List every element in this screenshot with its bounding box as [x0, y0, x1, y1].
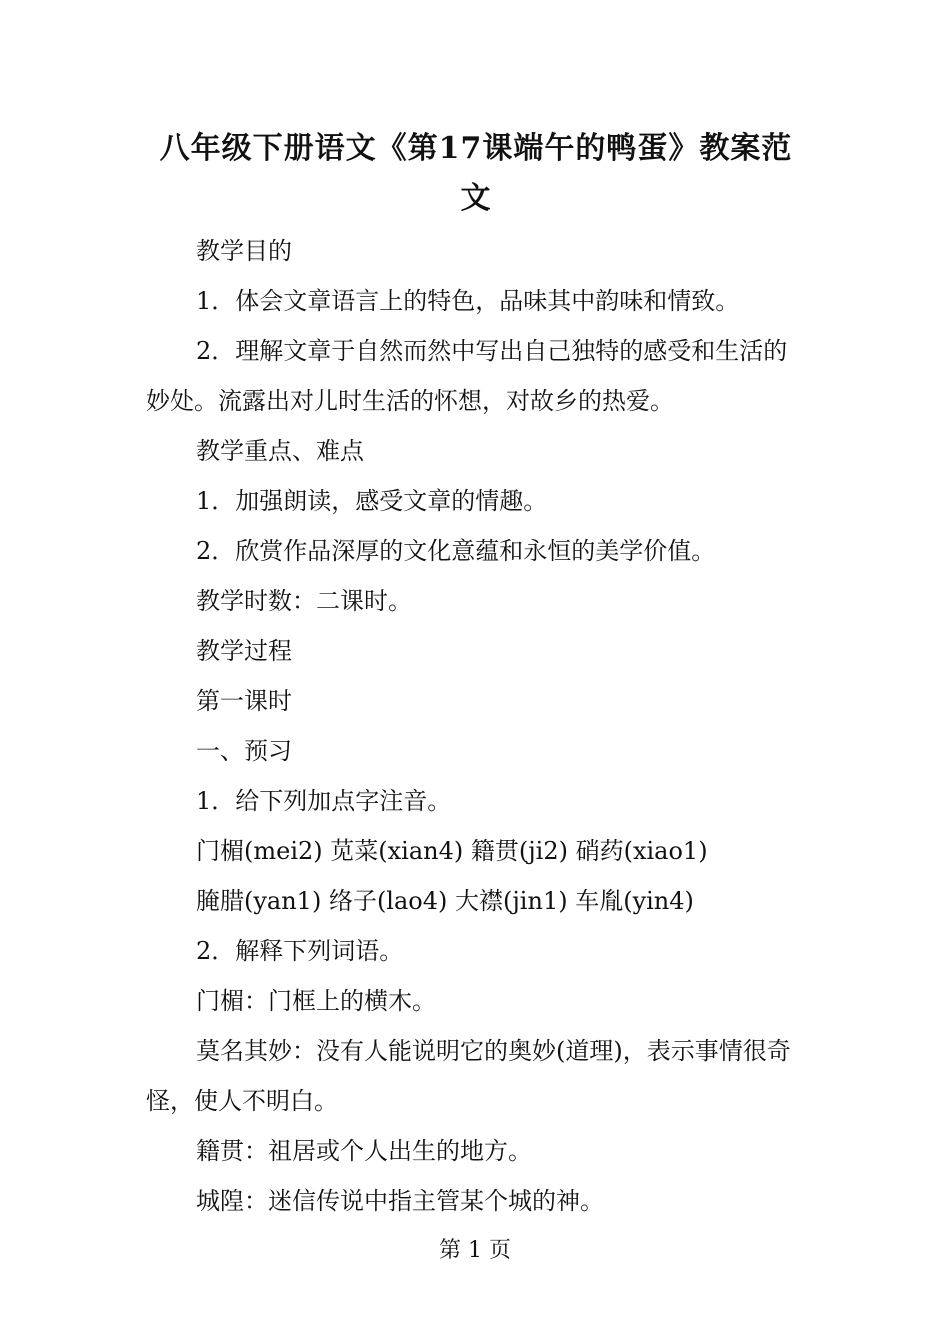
title-line-2: 文 [460, 181, 492, 216]
definition-mominqimiao: 莫名其妙：没有人能说明它的奥妙(道理)，表示事情很奇怪，使人不明白。 [146, 1037, 791, 1115]
pinyin-line-2: 腌腊(yan1) 络子(lao4) 大襟(jin1) 车胤(yin4) [196, 887, 694, 915]
preview-task-1: 1．给下列加点字注音。 [196, 787, 452, 815]
heading-teaching-process: 教学过程 [196, 637, 292, 665]
heading-key-points: 教学重点、难点 [196, 437, 364, 465]
document-title [146, 124, 806, 224]
page-number-footer: 第 1 页 [439, 1238, 511, 1263]
definition-chenghuang: 城隍：迷信传说中指主管某个城的神。 [196, 1187, 604, 1215]
key-point-1: 1．加强朗读，感受文章的情趣。 [196, 487, 548, 515]
preview-task-2: 2．解释下列词语。 [196, 937, 404, 965]
key-point-2: 2．欣赏作品深厚的文化意蕴和永恒的美学价值。 [196, 537, 716, 565]
first-lesson: 第一课时 [196, 687, 292, 715]
heading-teaching-goals: 教学目的 [196, 237, 292, 265]
teaching-hours: 教学时数：二课时。 [196, 587, 412, 615]
goal-item-1: 1．体会文章语言上的特色，品味其中韵味和情致。 [196, 287, 740, 315]
section-preview: 一、预习 [196, 737, 292, 765]
pinyin-line-1: 门楣(mei2) 苋菜(xian4) 籍贯(ji2) 硝药(xiao1) [196, 837, 708, 865]
definition-jiguan: 籍贯：祖居或个人出生的地方。 [196, 1137, 532, 1165]
definition-menmei: 门楣：门框上的横木。 [196, 987, 436, 1015]
goal-item-2: 2．理解文章于自然而然中写出自己独特的感受和生活的妙处。流露出对儿时生活的怀想，对故乡的热爱。 [146, 337, 788, 415]
title-line-1: 八年级下册语文《第17课端午的鸭蛋》教案范 [159, 131, 793, 166]
document-body [146, 226, 806, 1226]
